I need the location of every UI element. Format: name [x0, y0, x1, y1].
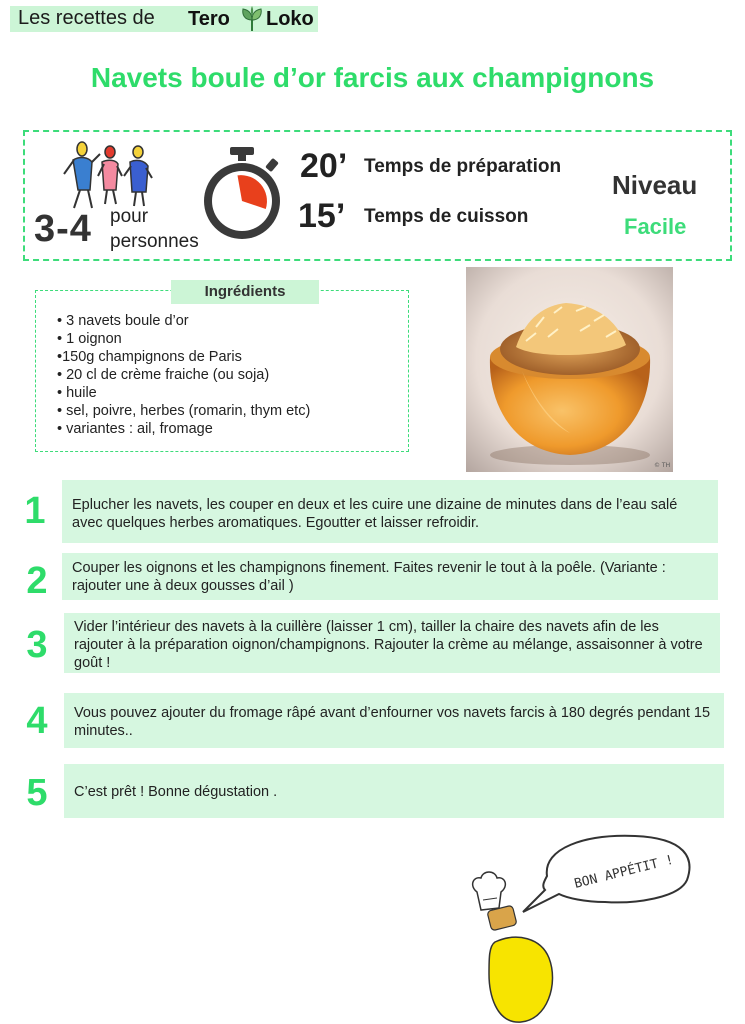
step-text: C’est prêt ! Bonne dégustation .: [74, 784, 278, 800]
cook-time-label: Temps de cuisson: [364, 206, 529, 227]
step-box: [62, 553, 718, 600]
recipe-title: Navets boule d’or farcis aux champignons: [90, 62, 655, 93]
people-icon: [60, 140, 160, 212]
servings-count: 3-4: [34, 208, 92, 250]
level-value: Facile: [624, 214, 687, 239]
step-number: 3: [26, 624, 48, 666]
photo-credit: © TH: [654, 462, 671, 469]
brand-name-second: Loko: [266, 8, 314, 30]
ingredient-item: • sel, poivre, herbes (romarin, thym etc): [57, 403, 311, 419]
stuffed-turnip-photo: [466, 267, 673, 472]
step-text: Eplucher les navets, les couper en deux et les cuire une dizaine de minutes dans de l’eau salé avec quelques herbes aromatiques. Egoutter et laisser refroidir.: [72, 497, 678, 531]
step-box: [64, 764, 724, 818]
level-label: Niveau: [612, 170, 698, 200]
ingredient-item: • variantes : ail, fromage: [57, 421, 213, 437]
brand-name-first: Tero: [188, 8, 230, 30]
servings-pour-label: pour: [110, 206, 149, 227]
stopwatch-icon: [196, 145, 288, 241]
servings-personnes-label: personnes: [110, 231, 199, 252]
step-box: [64, 613, 720, 673]
ingredient-item: • 20 cl de crème fraiche (ou soja): [57, 367, 270, 383]
step-text: Vider l’intérieur des navets à la cuillère (laisser 1 cm), tailler la chaire des navets afin de les rajouter à la préparation oignon/champignons. Rajouter la crème au mélange, assaisonner à votre goût !: [74, 619, 703, 671]
step-number: 1: [24, 490, 46, 532]
step-box: [64, 693, 724, 748]
ingredients-title: Ingrédients: [171, 280, 319, 304]
leaf-logo-icon: [238, 6, 266, 32]
prep-time-label: Temps de préparation: [364, 156, 562, 177]
step-box: [62, 480, 718, 543]
bon-appetit-text: BON APPÉTIT !: [572, 852, 676, 892]
step-number: 4: [26, 700, 48, 742]
ingredients-list: [57, 312, 310, 438]
brand-banner: [10, 6, 318, 32]
step-text: Vous pouvez ajouter du fromage râpé avant d’enfourner vos navets farcis à 180 degrés pendant 15 minutes..: [74, 705, 711, 739]
step-text: Couper les oignons et les champignons finement. Faites revenir le tout à la poêle. (Variante : rajouter une à deux gousses d’ail ): [72, 560, 666, 594]
cook-time-value: 15’: [298, 197, 346, 235]
prep-time-value: 20’: [300, 147, 348, 185]
ingredient-item: • 1 oignon: [57, 331, 122, 347]
ingredient-item: •150g champignons de Paris: [57, 349, 242, 365]
step-number: 2: [26, 560, 48, 602]
ingredient-item: • 3 navets boule d’or: [57, 313, 189, 329]
ingredient-item: • huile: [57, 385, 97, 401]
chef-mascot-illustration: [455, 828, 715, 1024]
step-number: 5: [26, 772, 48, 814]
brand-prefix: Les recettes de: [18, 7, 155, 29]
